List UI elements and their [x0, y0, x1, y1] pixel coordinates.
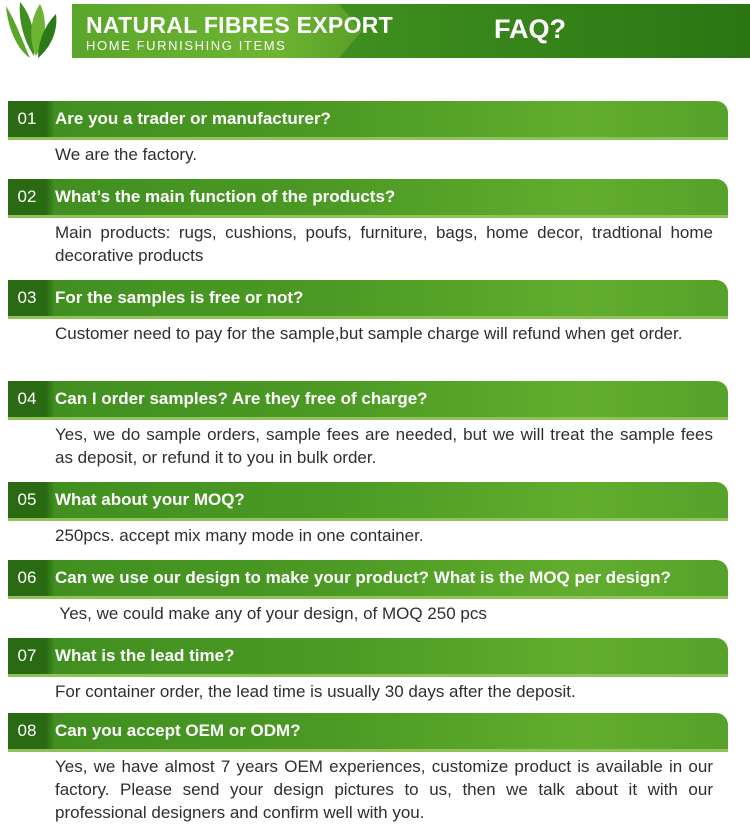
- question-text: Can we use our design to make your product? What is the MOQ per design?: [55, 568, 671, 587]
- question-text: Can I order samples? Are they free of charge?: [55, 389, 428, 408]
- question-text: What about your MOQ?: [55, 490, 245, 509]
- answer-text: Yes, we could make any of your design, of MOQ 250 pcs: [55, 604, 487, 623]
- question-text: What’s the main function of the products?: [55, 187, 396, 206]
- question-text: What is the lead time?: [55, 646, 235, 665]
- question-number: 06: [8, 560, 46, 596]
- question-number: 07: [8, 638, 46, 674]
- question-number: 03: [8, 280, 46, 316]
- answer-text: Yes, we do sample orders, sample fees are needed, but we will treat the sample fees as deposit, or refund it to you in bulk order.: [55, 425, 713, 467]
- page-title: FAQ?: [494, 14, 566, 44]
- question-text: For the samples is free or not?: [55, 288, 304, 307]
- brand-subtitle: HOME FURNISHING ITEMS: [86, 38, 287, 53]
- answer-text: We are the factory.: [55, 145, 198, 164]
- question-number: 02: [8, 179, 46, 215]
- brand-title: NATURAL FIBRES EXPORT: [86, 12, 394, 38]
- question-text: Are you a trader or manufacturer?: [55, 109, 331, 128]
- answer-text: For container order, the lead time is usually 30 days after the deposit.: [55, 682, 576, 701]
- answer-text: 250pcs. accept mix many mode in one container.: [55, 526, 424, 545]
- answer-text: Yes, we have almost 7 years OEM experiences, customize product is available in our factory. Please send your design pictures to us, then we talk about it with our professional designers and confirm well with you.: [55, 757, 713, 822]
- leaf-logo-icon: [0, 0, 62, 62]
- question-number: 05: [8, 482, 46, 518]
- answer-text: Main products: rugs, cushions, poufs, furniture, bags, home decor, tradtional home decorative products: [55, 223, 713, 265]
- question-number: 01: [8, 101, 46, 137]
- question-text: Can you accept OEM or ODM?: [55, 721, 301, 740]
- answer-text: Customer need to pay for the sample,but sample charge will refund when get order.: [55, 324, 683, 343]
- question-number: 04: [8, 381, 46, 417]
- question-number: 08: [8, 713, 46, 749]
